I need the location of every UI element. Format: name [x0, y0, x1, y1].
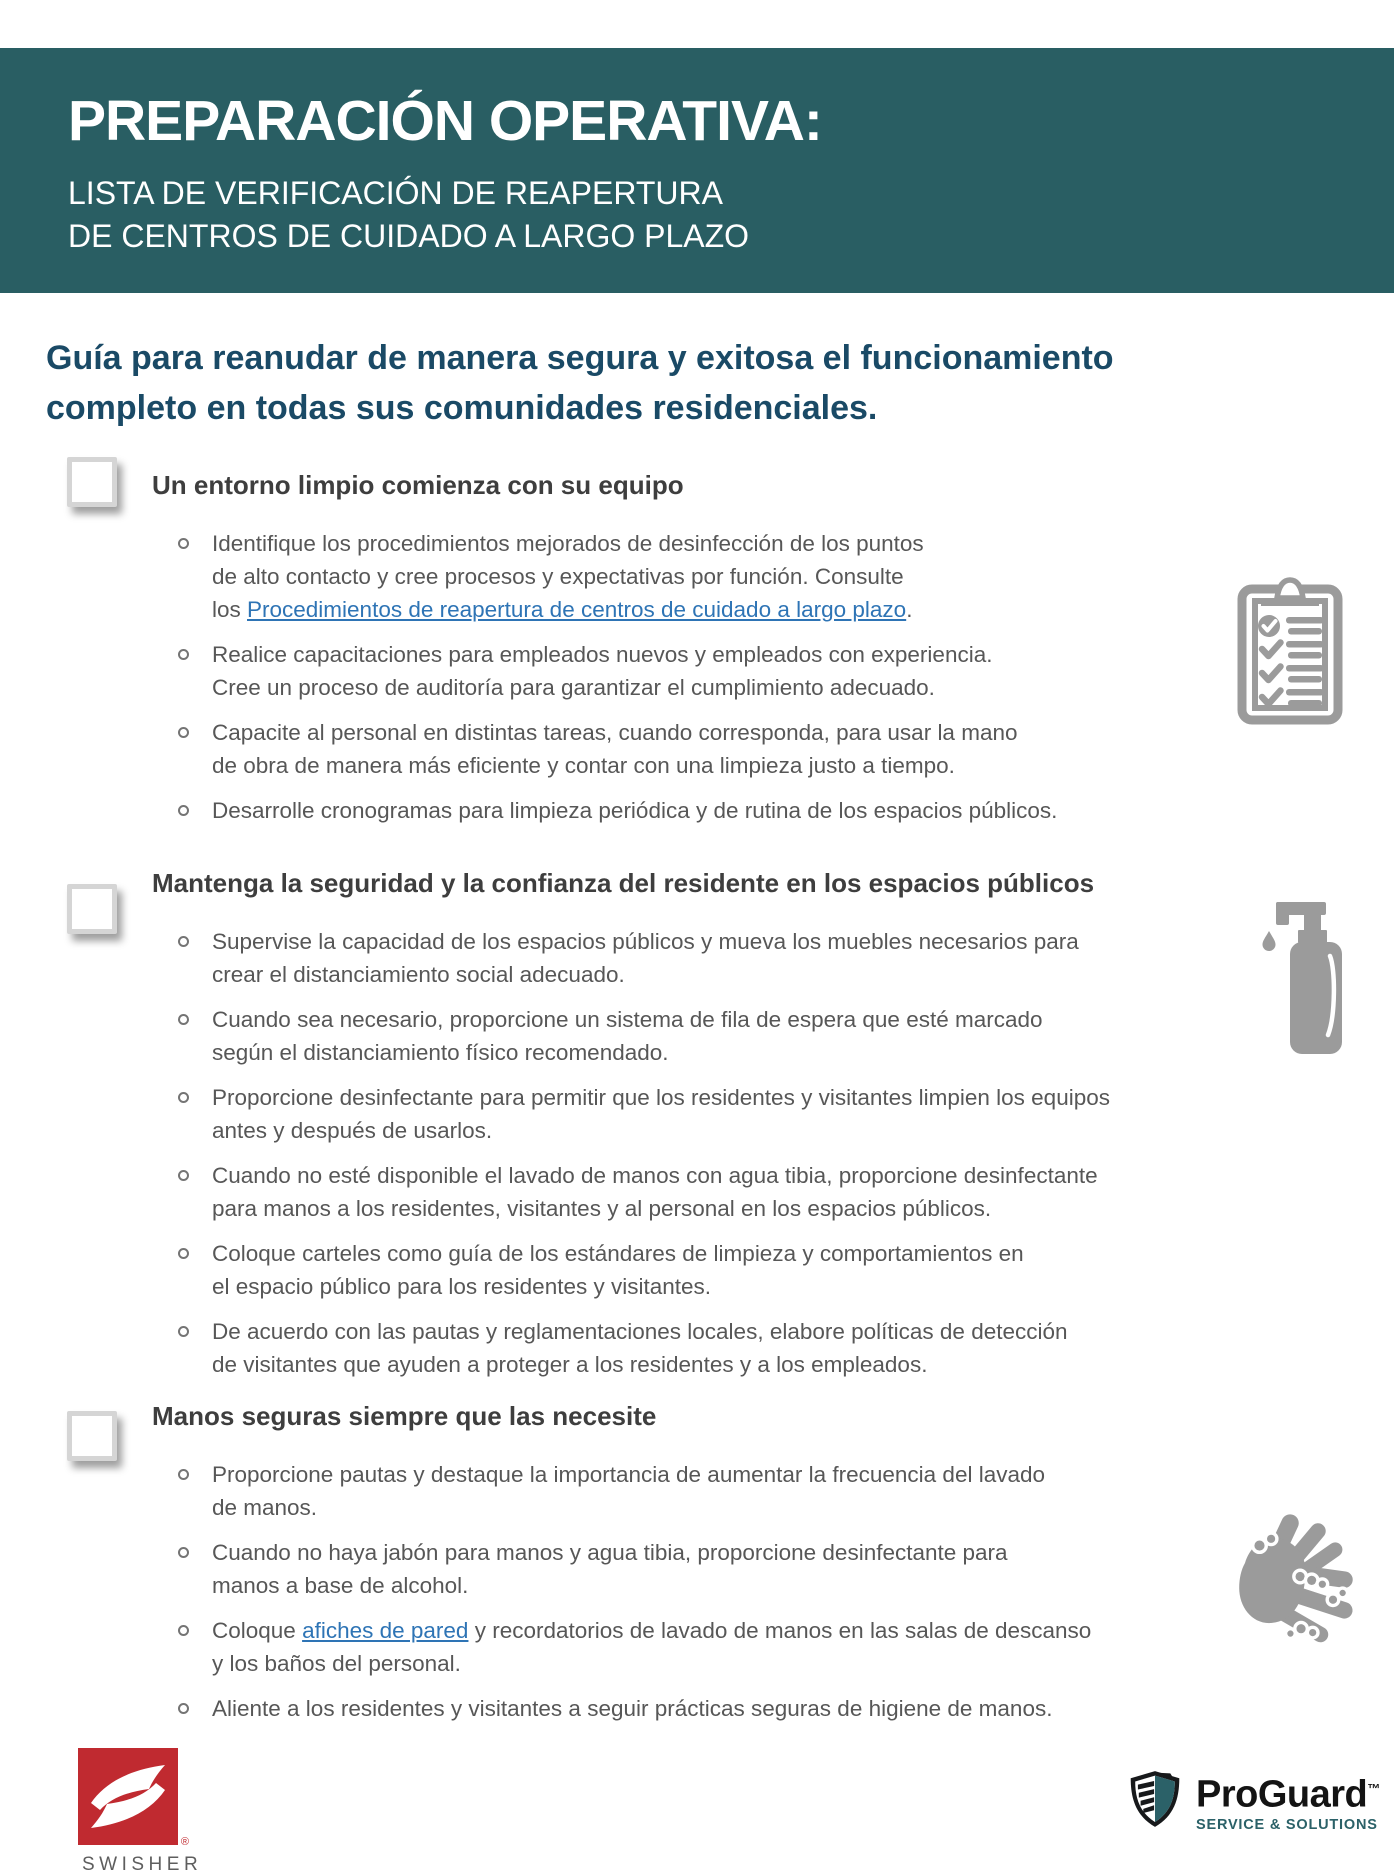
- bullet-item: [178, 794, 1394, 827]
- bullet-marker: [178, 1469, 189, 1480]
- bullet-text: De acuerdo con las pautas y reglamentaciones locales, elabore políticas de detección de visitantes que ayuden a proteger a los residentes y a los empleados.: [212, 1319, 1068, 1377]
- bullet-marker: [178, 538, 189, 549]
- bullet-marker: [178, 1625, 189, 1636]
- bullet-marker: [178, 649, 189, 660]
- bullet-text: Cuando no esté disponible el lavado de manos con agua tibia, proporcione desinfectante para manos a los residentes, visitantes y al personal en los espacios públicos.: [212, 1163, 1098, 1221]
- section-checkbox[interactable]: [67, 457, 117, 507]
- page-subtitle-line-1: LISTA DE VERIFICACIÓN DE REAPERTURA: [68, 175, 723, 211]
- section-checkbox[interactable]: [67, 884, 117, 934]
- trademark-mark: ™: [1367, 1781, 1380, 1796]
- bullet-text: Proporcione pautas y destaque la importancia de aumentar la frecuencia del lavado de manos.: [212, 1462, 1046, 1520]
- page-title: PREPARACIÓN OPERATIVA:: [68, 89, 822, 153]
- inline-link[interactable]: Procedimientos de reapertura de centros de cuidado a largo plazo: [247, 597, 907, 622]
- intro-text: [46, 333, 1394, 433]
- section-heading: Mantenga la seguridad y la confianza del residente en los espacios públicos: [152, 868, 1095, 898]
- bullet-text: Capacite al personal en distintas tareas, cuando corresponda, para usar la mano de obra de manera más eficiente y contar con una limpieza justo a tiempo.: [212, 720, 1018, 778]
- bullet-item: [178, 716, 1394, 782]
- bullet-item: [178, 638, 1394, 704]
- swisher-wordmark: SWISHER: [82, 1854, 203, 1875]
- bullet-item: [178, 1458, 1394, 1524]
- header-banner: [0, 48, 1394, 293]
- hand-sanitizer-icon: [1248, 894, 1353, 1064]
- bullet-item: [178, 1237, 1394, 1303]
- bullet-text: Realice capacitaciones para empleados nuevos y empleados con experiencia. Cree un proceso de auditoría para garantizar el cumplimiento adecuado.: [212, 642, 993, 700]
- bullet-item: [178, 925, 1394, 991]
- bullet-text: Desarrolle cronogramas para limpieza periódica y de rutina de los espacios públicos.: [212, 798, 1058, 823]
- bullet-text: Supervise la capacidad de los espacios públicos y mueva los muebles necesarios para crear el distanciamiento social adecuado.: [212, 929, 1079, 987]
- page-subtitle: [68, 172, 1394, 258]
- bullet-item: [178, 527, 1394, 626]
- bullet-marker: [178, 1547, 189, 1558]
- swisher-logo-mark: [78, 1748, 189, 1848]
- bullet-marker: [178, 1703, 189, 1714]
- clipboard-checklist-icon: [1236, 574, 1344, 731]
- bullet-item: [178, 1081, 1394, 1147]
- proguard-logo: [1128, 1770, 1380, 1833]
- bullet-item: [178, 1614, 1394, 1680]
- section-heading: Manos seguras siempre que las necesite: [152, 1401, 657, 1431]
- bullet-marker: [178, 1014, 189, 1025]
- page-subtitle-line-2: DE CENTROS DE CUIDADO A LARGO PLAZO: [68, 218, 750, 254]
- section-bullets: [178, 527, 1394, 827]
- swisher-logo: [78, 1748, 203, 1876]
- intro-line-2: completo en todas sus comunidades residenciales.: [46, 389, 878, 427]
- registered-mark: ®: [180, 1836, 189, 1848]
- bullet-marker: [178, 1170, 189, 1181]
- bullet-marker: [178, 1326, 189, 1337]
- bullet-item: [178, 1159, 1394, 1225]
- bullet-item: [178, 1536, 1394, 1602]
- shield-icon: [1128, 1770, 1182, 1833]
- bullet-text: Cuando sea necesario, proporcione un sistema de fila de espera que esté marcado según el distanciamiento físico recomendado.: [212, 1007, 1043, 1065]
- bullet-marker: [178, 727, 189, 738]
- bullet-item: [178, 1692, 1394, 1725]
- bullet-text: Proporcione desinfectante para permitir que los residentes y visitantes limpien los equipos antes y después de usarlos.: [212, 1085, 1110, 1143]
- section-public-spaces: [67, 868, 1394, 1381]
- bullet-item: [178, 1315, 1394, 1381]
- proguard-name: ProGuard™: [1196, 1773, 1380, 1816]
- intro-line-1: Guía para reanudar de manera segura y exitosa el funcionamiento: [46, 339, 1114, 377]
- section-safe-hands: [67, 1401, 1394, 1725]
- section-bullets: [178, 1458, 1394, 1725]
- section-checkbox[interactable]: [67, 1411, 117, 1461]
- bullet-marker: [178, 805, 189, 816]
- hand-washing-icon: [1216, 1506, 1361, 1653]
- section-clean-environment: [67, 470, 1394, 827]
- section-heading: Un entorno limpio comienza con su equipo: [152, 470, 684, 500]
- proguard-text: [1196, 1770, 1380, 1833]
- bullet-text: Identifique los procedimientos mejorados de desinfección de los puntos de alto contacto y cree procesos y expectativas por función. Consulte los Procedimientos de reapertura de centros de cuidado a largo plazo.: [212, 531, 924, 622]
- bullet-marker: [178, 936, 189, 947]
- bullet-text: Coloque afiches de pared y recordatorios de lavado de manos en las salas de descanso y los baños del personal.: [212, 1618, 1092, 1676]
- bullet-text: Coloque carteles como guía de los estándares de limpieza y comportamientos en el espacio público para los residentes y visitantes.: [212, 1241, 1024, 1299]
- document-page: [0, 48, 1394, 1875]
- section-bullets: [178, 925, 1394, 1381]
- proguard-tagline: SERVICE & SOLUTIONS: [1196, 1816, 1378, 1833]
- bullet-marker: [178, 1092, 189, 1103]
- bullet-item: [178, 1003, 1394, 1069]
- bullet-text: Cuando no haya jabón para manos y agua tibia, proporcione desinfectante para manos a base de alcohol.: [212, 1540, 1008, 1598]
- bullet-marker: [178, 1248, 189, 1259]
- bullet-text: Aliente a los residentes y visitantes a seguir prácticas seguras de higiene de manos.: [212, 1696, 1053, 1721]
- inline-link[interactable]: afiches de pared: [302, 1618, 469, 1643]
